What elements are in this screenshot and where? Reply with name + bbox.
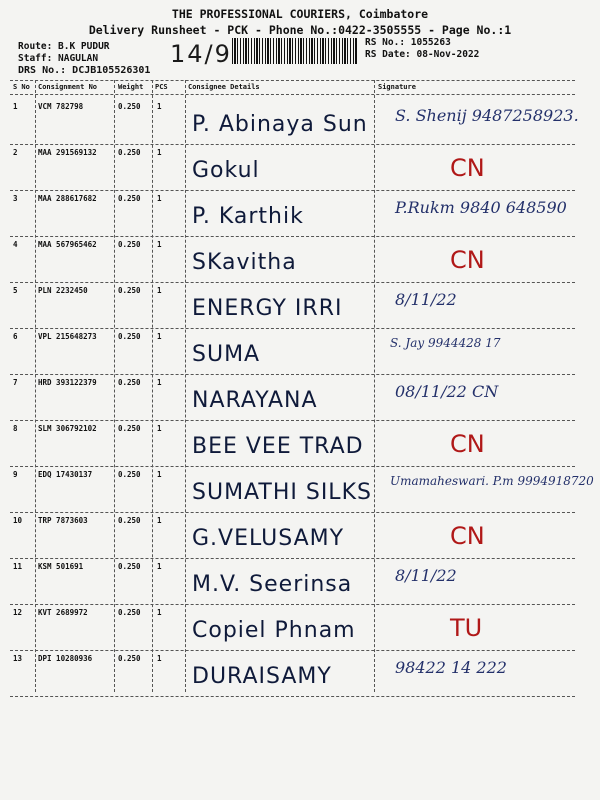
row-weight: 0.250 <box>118 654 141 663</box>
route-label: Route: B.K PUDUR <box>18 41 110 52</box>
col-consignment: Consignment No <box>38 83 98 91</box>
row-pcs: 1 <box>157 608 162 617</box>
table-row <box>0 420 600 466</box>
consignee-name: SUMA <box>192 342 261 367</box>
row-sno: 11 <box>13 562 23 571</box>
row-sno: 4 <box>13 240 18 249</box>
row-sno: 13 <box>13 654 23 663</box>
row-pcs: 1 <box>157 194 162 203</box>
row-pcs: 1 <box>157 102 162 111</box>
row-weight: 0.250 <box>118 240 141 249</box>
consignee-name: DURAISAMY <box>192 664 332 689</box>
consignee-name: P. Abinaya Sun <box>192 112 368 137</box>
row-weight: 0.250 <box>118 332 141 341</box>
consignment-number: VCM 782798 <box>38 102 84 111</box>
row-sno: 7 <box>13 378 18 387</box>
consignee-name: ENERGY IRRI <box>192 296 343 321</box>
row-pcs: 1 <box>157 424 162 433</box>
row-pcs: 1 <box>157 516 162 525</box>
row-pcs: 1 <box>157 148 162 157</box>
signature: S. Jay 9944428 17 <box>390 336 501 350</box>
row-weight: 0.250 <box>118 286 141 295</box>
table-row <box>0 558 600 604</box>
signature: 08/11/22 CN <box>395 382 499 401</box>
row-weight: 0.250 <box>118 424 141 433</box>
signature: 98422 14 222 <box>395 658 507 677</box>
row-pcs: 1 <box>157 654 162 663</box>
row-sno: 9 <box>13 470 18 479</box>
barcode <box>232 38 357 64</box>
table-row <box>0 98 600 144</box>
consignment-number: VPL 215648273 <box>38 332 97 341</box>
row-pcs: 1 <box>157 562 162 571</box>
row-pcs: 1 <box>157 378 162 387</box>
row-divider <box>10 696 575 697</box>
consignee-name: Gokul <box>192 158 260 183</box>
runsheet-subtitle: Delivery Runsheet - PCK - Phone No.:0422-3505555 - Page No.:1 <box>88 23 512 37</box>
row-weight: 0.250 <box>118 516 141 525</box>
signature: CN <box>450 522 485 550</box>
row-sno: 3 <box>13 194 18 203</box>
consignee-name: P. Karthik <box>192 204 304 229</box>
consignment-number: HRD 393122379 <box>38 378 97 387</box>
row-sno: 5 <box>13 286 18 295</box>
table-row <box>0 374 600 420</box>
signature: CN <box>450 246 485 274</box>
consignment-number: SLM 306792102 <box>38 424 97 433</box>
row-weight: 0.250 <box>118 194 141 203</box>
row-sno: 1 <box>13 102 18 111</box>
consignee-name: SKavitha <box>192 250 297 275</box>
table-row <box>0 190 600 236</box>
col-sno: S No <box>13 83 30 91</box>
col-pcs: PCS <box>155 83 168 91</box>
consignment-number: PLN 2232450 <box>38 286 88 295</box>
consignment-number: EDQ 17430137 <box>38 470 93 479</box>
consignee-name: SUMATHI SILKS <box>192 480 372 505</box>
consignment-number: MAA 567965462 <box>38 240 97 249</box>
rs-date: RS Date: 08-Nov-2022 <box>365 49 480 60</box>
row-weight: 0.250 <box>118 148 141 157</box>
row-sno: 6 <box>13 332 18 341</box>
consignment-number: KSM 501691 <box>38 562 84 571</box>
row-pcs: 1 <box>157 286 162 295</box>
consignee-name: Copiel Phnam <box>192 618 356 643</box>
row-sno: 2 <box>13 148 18 157</box>
row-pcs: 1 <box>157 470 162 479</box>
table-row <box>0 328 600 374</box>
drs-number: DRS No.: DCJB105526301 <box>18 65 151 76</box>
signature: Umamaheswari. P.m 9994918720 <box>390 474 594 488</box>
consignment-number: TRP 7873603 <box>38 516 88 525</box>
row-sno: 12 <box>13 608 23 617</box>
divider <box>10 94 575 95</box>
col-signature: Signature <box>378 83 416 91</box>
consignee-name: M.V. Seerinsa <box>192 572 353 597</box>
table-row <box>0 604 600 650</box>
row-weight: 0.250 <box>118 470 141 479</box>
table-header <box>0 80 600 94</box>
signature: S. Shenij 9487258923. <box>395 106 579 125</box>
signature: 8/11/22 <box>395 566 457 585</box>
consignment-number: KVT 2689972 <box>38 608 88 617</box>
consignment-number: DPI 10280936 <box>38 654 93 663</box>
signature: CN <box>450 154 485 182</box>
handwritten-note: 14/9 <box>170 40 232 68</box>
table-row <box>0 650 600 696</box>
signature: TU <box>450 614 483 642</box>
row-weight: 0.250 <box>118 378 141 387</box>
consignment-number: MAA 291569132 <box>38 148 97 157</box>
signature: 8/11/22 <box>395 290 457 309</box>
row-pcs: 1 <box>157 332 162 341</box>
table-row <box>0 512 600 558</box>
company-title: THE PROFESSIONAL COURIERS, Coimbatore <box>171 7 429 21</box>
divider <box>10 80 575 81</box>
col-consignee: Consignee Details <box>188 83 260 91</box>
row-sno: 8 <box>13 424 18 433</box>
row-weight: 0.250 <box>118 608 141 617</box>
signature: P.Rukm 9840 648590 <box>395 198 567 217</box>
consignee-name: NARAYANA <box>192 388 318 413</box>
rs-number: RS No.: 1055263 <box>365 37 451 48</box>
row-pcs: 1 <box>157 240 162 249</box>
row-sno: 10 <box>13 516 23 525</box>
consignee-name: BEE VEE TRAD <box>192 434 364 459</box>
signature: CN <box>450 430 485 458</box>
row-weight: 0.250 <box>118 562 141 571</box>
table-row <box>0 236 600 282</box>
consignment-number: MAA 288617682 <box>38 194 97 203</box>
table-row <box>0 466 600 512</box>
staff-label: Staff: NAGULAN <box>18 53 99 64</box>
table-row <box>0 144 600 190</box>
consignee-name: G.VELUSAMY <box>192 526 345 551</box>
col-weight: Weight <box>118 83 144 91</box>
table-row <box>0 282 600 328</box>
row-weight: 0.250 <box>118 102 141 111</box>
